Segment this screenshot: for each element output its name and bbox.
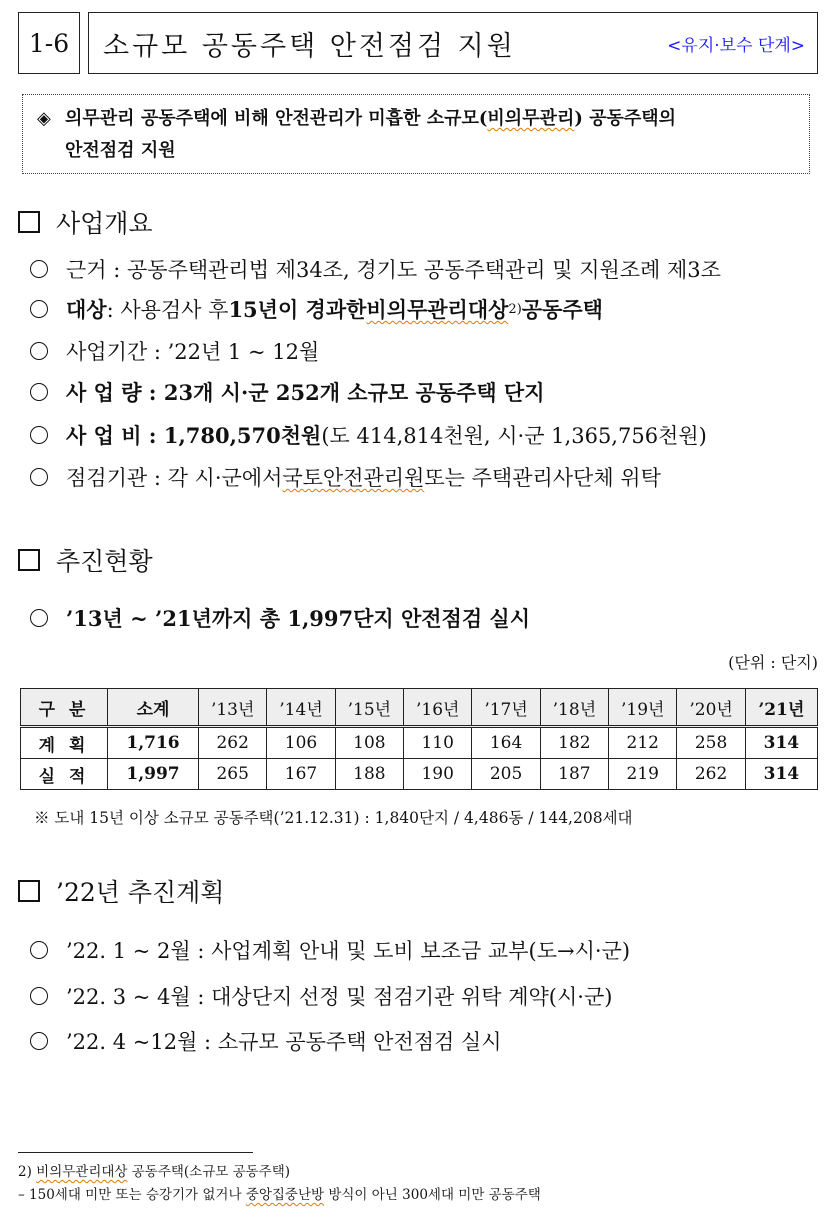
footnote-ref: 2)	[508, 301, 522, 317]
amount-text: 사 업 량 : 23개 시·군 252개 소규모 공동주택 단지	[66, 380, 545, 405]
circle-bullet-icon	[30, 342, 48, 360]
summary-line-1	[37, 103, 795, 135]
target-text-d: 공동주택	[521, 297, 603, 322]
table-cell: 219	[609, 759, 677, 790]
table-header-row	[21, 689, 818, 727]
plan-text-3: ’22. 4 ~12월 : 소규모 공동주택 안전점검 실시	[66, 1030, 502, 1054]
table-cell: 265	[199, 759, 267, 790]
circle-bullet-icon	[30, 426, 48, 444]
table-header-cell: ’15년	[335, 689, 403, 727]
list-item-plan-3	[30, 1026, 502, 1056]
table-header-cell: ’18년	[540, 689, 608, 727]
table-cell: 314	[745, 759, 817, 790]
agency-text-b: 국토안전관리원	[282, 466, 425, 490]
section-heading-plan-text: ’22년 추진계획	[56, 878, 225, 907]
list-item-cost	[30, 420, 707, 450]
table-row	[21, 727, 818, 759]
table-header-cell: ’21년	[745, 689, 817, 727]
list-item-plan-2	[30, 981, 612, 1011]
table-header-cell: ’20년	[677, 689, 745, 727]
square-bullet-icon	[18, 880, 40, 902]
table-row	[21, 759, 818, 790]
footnote-divider	[18, 1152, 253, 1153]
target-text-b: 15년이 경과한	[228, 297, 367, 322]
circle-bullet-icon	[30, 941, 48, 959]
section-heading-overview-text: 사업개요	[56, 209, 153, 238]
table-cell: 212	[609, 727, 677, 759]
table-header-cell: ’14년	[267, 689, 335, 727]
list-item-target	[30, 294, 603, 324]
list-item-status	[30, 603, 530, 633]
table-cell: 205	[472, 759, 540, 790]
status-table	[20, 688, 818, 790]
circle-bullet-icon	[30, 383, 48, 401]
table-cell: 188	[335, 759, 403, 790]
summary-text-c: ) 공동주택의	[574, 108, 677, 129]
footnote-text-2a: – 150세대 미만 또는 승강기가 없거나	[18, 1187, 246, 1203]
section-heading-overview	[18, 204, 153, 240]
target-text-a: : 사용검사 후	[106, 298, 229, 322]
list-item-plan-1	[30, 935, 630, 965]
section-number-text: 1-6	[28, 28, 70, 58]
period-text: 사업기간 : ’22년 1 ~ 12월	[66, 340, 320, 364]
summary-box	[22, 94, 810, 174]
target-label: 대상	[66, 297, 107, 322]
table-cell: 110	[404, 727, 472, 759]
section-number	[18, 12, 80, 74]
list-item-amount	[30, 377, 545, 407]
table-cell: 167	[267, 759, 335, 790]
summary-text-a: 의무관리 공동주택에 비해 안전관리가 미흡한 소규모(	[65, 108, 488, 129]
table-cell: 106	[267, 727, 335, 759]
summary-line-2: 안전점검 지원	[65, 140, 176, 161]
footnote-number: 2)	[18, 1164, 37, 1180]
table-cell: 1,997	[108, 759, 199, 790]
table-cell: 187	[540, 759, 608, 790]
table-cell: 계 획	[21, 727, 108, 759]
status-text: ’13년 ~ ’21년까지 총 1,997단지 안전점검 실시	[66, 606, 531, 631]
footnote-text-1: 공동주택(소규모 공동주택)	[127, 1164, 291, 1180]
table-cell: 314	[745, 727, 817, 759]
target-text-c: 비의무관리대상	[366, 297, 509, 322]
footnote-line-1	[18, 1160, 290, 1180]
summary-text-b: 비의무관리	[487, 108, 575, 129]
table-cell: 실 적	[21, 759, 108, 790]
table-cell: 1,716	[108, 727, 199, 759]
table-cell: 262	[677, 759, 745, 790]
section-heading-status-text: 추진현황	[56, 547, 153, 576]
square-bullet-icon	[18, 549, 40, 571]
circle-bullet-icon	[30, 1032, 48, 1050]
table-header-cell: ’16년	[404, 689, 472, 727]
section-heading-status	[18, 542, 153, 578]
list-item-period	[30, 336, 319, 366]
circle-bullet-icon	[30, 260, 48, 278]
footnote-line-2	[18, 1183, 541, 1203]
plan-text-1: ’22. 1 ~ 2월 : 사업계획 안내 및 도비 보조금 교부(도→시·군)	[66, 939, 631, 963]
table-note: ※ 도내 15년 이상 소규모 공동주택(’21.12.31) : 1,840단지 / 4,486동 / 144,208세대	[34, 809, 633, 827]
table-cell: 182	[540, 727, 608, 759]
cost-label: 사 업 비 : 1,780,570천원	[66, 423, 322, 448]
stage-label: <유지·보수 단계>	[667, 35, 805, 56]
table-cell: 262	[199, 727, 267, 759]
table-header-cell: ’13년	[199, 689, 267, 727]
list-item-basis	[30, 254, 721, 284]
table-header-cell: 구 분	[21, 689, 108, 727]
circle-bullet-icon	[30, 300, 48, 318]
table-unit: (단위 : 단지)	[728, 653, 818, 672]
list-item-agency	[30, 462, 661, 492]
table-header-cell: ’17년	[472, 689, 540, 727]
page-title-box	[88, 12, 818, 74]
basis-text: 근거 : 공동주택관리법 제34조, 경기도 공동주택관리 및 지원조례 제3조	[66, 258, 721, 282]
table-header-cell: 소계	[108, 689, 199, 727]
table-cell: 164	[472, 727, 540, 759]
section-heading-plan	[18, 873, 224, 909]
diamond-bullet-icon: ◈	[37, 108, 51, 129]
circle-bullet-icon	[30, 609, 48, 627]
square-bullet-icon	[18, 211, 40, 233]
circle-bullet-icon	[30, 468, 48, 486]
agency-text-a: 점검기관 : 각 시·군에서	[66, 466, 283, 490]
page-title: 소규모 공동주택 안전점검 지원	[103, 30, 516, 62]
footnote-term: 비의무관리대상	[36, 1164, 128, 1180]
table-cell: 108	[335, 727, 403, 759]
table-header-cell: ’19년	[609, 689, 677, 727]
agency-text-c: 또는 주택관리사단체 위탁	[424, 466, 661, 490]
footnote-term-2: 중앙집중난방	[245, 1187, 325, 1203]
plan-text-2: ’22. 3 ~ 4월 : 대상단지 선정 및 점검기관 위탁 계약(시·군)	[66, 985, 613, 1009]
table-cell: 258	[677, 727, 745, 759]
footnote-text-2c: 방식이 아닌 300세대 미만 공동주택	[324, 1187, 541, 1203]
cost-detail: (도 414,814천원, 시·군 1,365,756천원)	[321, 424, 707, 448]
circle-bullet-icon	[30, 987, 48, 1005]
table-cell: 190	[404, 759, 472, 790]
